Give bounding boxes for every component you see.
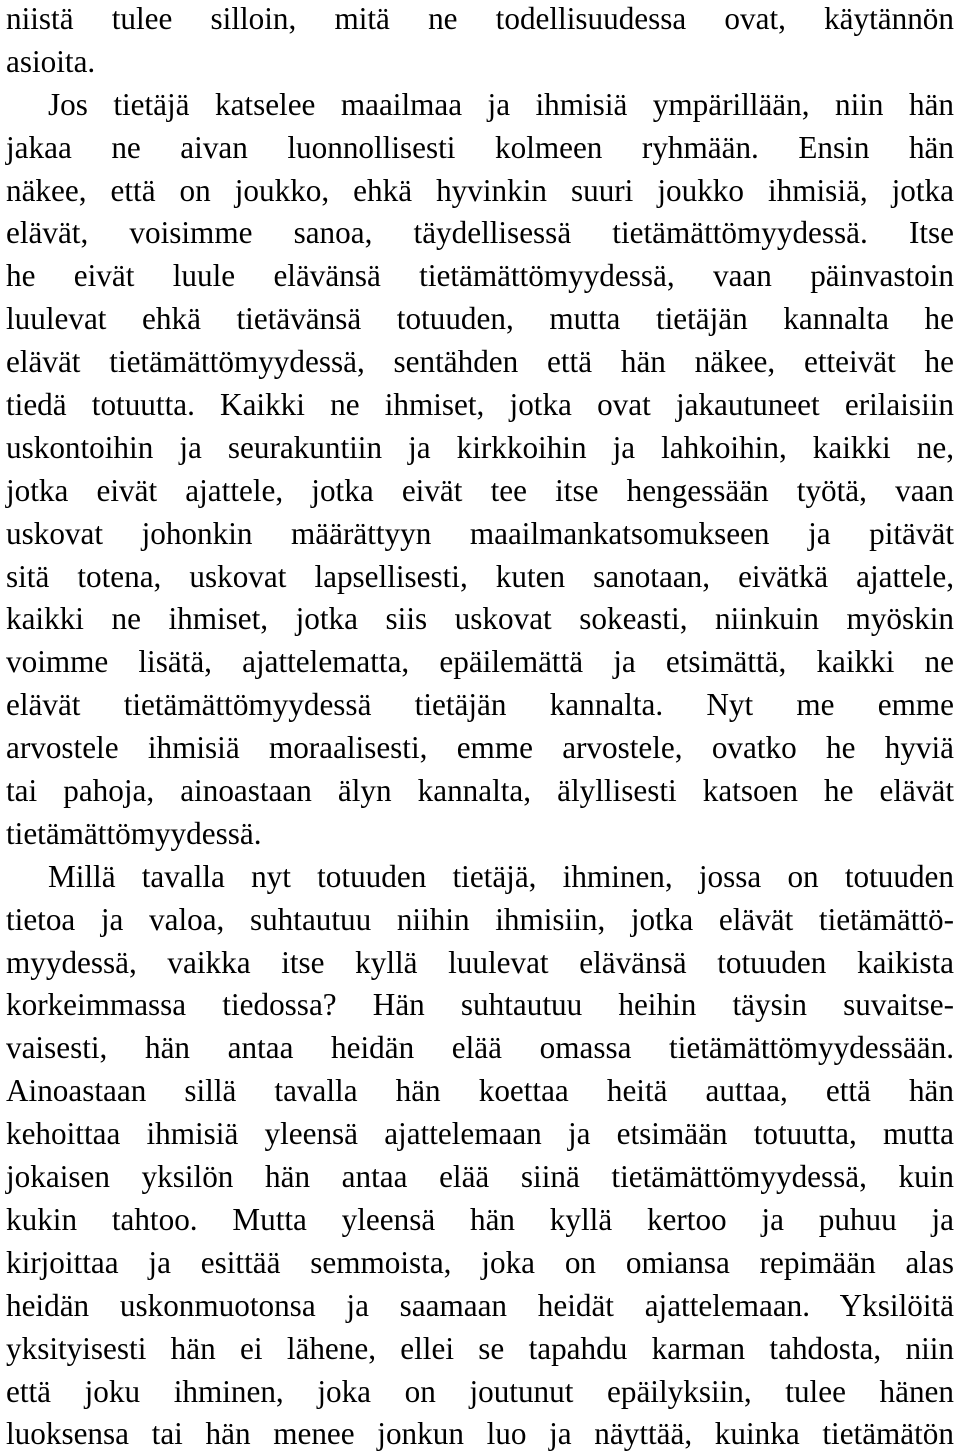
text-line: Jos tietäjä katselee maailmaa ja ihmisiä ympärillään, niin hän [48,86,954,122]
text-line: elävät tietämättömyydessä tietäjän kannalta. Nyt me emme [6,687,954,723]
text-line: tietoa ja valoa, suhtautuu niihin ihmisiin, jotka elävät tietämättö- [6,901,954,937]
text-line: kehoittaa ihmisiä yleensä ajattelemaan ja etsimään totuutta, mutta [6,1116,954,1152]
text-line: että joku ihminen, joka on joutunut epäilyksiin, tulee hänen [6,1373,954,1409]
text-line: kukin tahtoo. Mutta yleensä hän kyllä kertoo ja puhuu ja [6,1201,954,1237]
text-line: uskovat johonkin määrättyyn maailmankatsomukseen ja pitävät [6,515,954,551]
text-line: yksityisesti hän ei lähene, ellei se tapahdu karman tahdosta, niin [6,1330,954,1366]
text-line: tai pahoja, ainoastaan älyn kannalta, älyllisesti katsoen he elävät [6,773,954,809]
text-line: näkee, että on joukko, ehkä hyvinkin suuri joukko ihmisiä, jotka [6,172,954,208]
text-line: jokaisen yksilön hän antaa elää siinä tietämättömyydessä, kuin [6,1159,954,1195]
text-line: sitä totena, uskovat lapsellisesti, kuten sanotaan, eivätkä ajattele, [6,558,954,594]
text-line: elävät, voisimme sanoa, täydellisessä tietämättömyydessä. Itse [6,215,954,251]
text-line: he eivät luule elävänsä tietämättömyydessä, vaan päinvastoin [6,258,954,294]
text-line: Millä tavalla nyt totuuden tietäjä, ihminen, jossa on totuuden [48,858,954,894]
text-line: voimme lisätä, ajattelematta, epäilemättä ja etsimättä, kaikki ne [6,644,954,680]
text-line: kirjoittaa ja esittää semmoista, joka on omiansa repimään alas [6,1244,954,1280]
text-line: vaisesti, hän antaa heidän elää omassa tietämättömyydessään. [6,1030,954,1066]
text-line: kaikki ne ihmiset, jotka siis uskovat sokeasti, niinkuin myöskin [6,601,954,637]
text-line: uskontoihin ja seurakuntiin ja kirkkoihin ja lahkoihin, kaikki ne, [6,429,954,465]
text-line: arvostele ihmisiä moraalisesti, emme arvostele, ovatko he hyviä [6,730,954,766]
text-line: Ainoastaan sillä tavalla hän koettaa heitä auttaa, että hän [6,1073,954,1109]
text-line: tietämättömyydessä. [6,815,262,851]
text-line: heidän uskonmuotonsa ja saamaan heidät ajattelemaan. Yksilöitä [6,1287,954,1323]
text-line: korkeimmassa tiedossa? Hän suhtautuu heihin täysin suvaitse- [6,987,954,1023]
text-line: niistä tulee silloin, mitä ne todellisuudessa ovat, käytännön [6,1,954,36]
document-page [6,0,954,1456]
text-line: jakaa ne aivan luonnollisesti kolmeen ryhmään. Ensin hän [6,129,954,165]
text-line: luoksensa tai hän menee jonkun luo ja näyttää, kuinka tietämätön [6,1416,954,1452]
text-line: jotka eivät ajattele, jotka eivät tee itse hengessään työtä, vaan [6,472,954,508]
text-line: myydessä, vaikka itse kyllä luulevat elävänsä totuuden kaikista [6,944,954,980]
text-line: elävät tietämättömyydessä, sentähden että hän näkee, etteivät he [6,344,954,380]
text-line: tiedä totuutta. Kaikki ne ihmiset, jotka ovat jakautuneet erilaisiin [6,387,954,423]
text-line: luulevat ehkä tietävänsä totuuden, mutta tietäjän kannalta he [6,301,954,337]
text-line: asioita. [6,43,96,79]
